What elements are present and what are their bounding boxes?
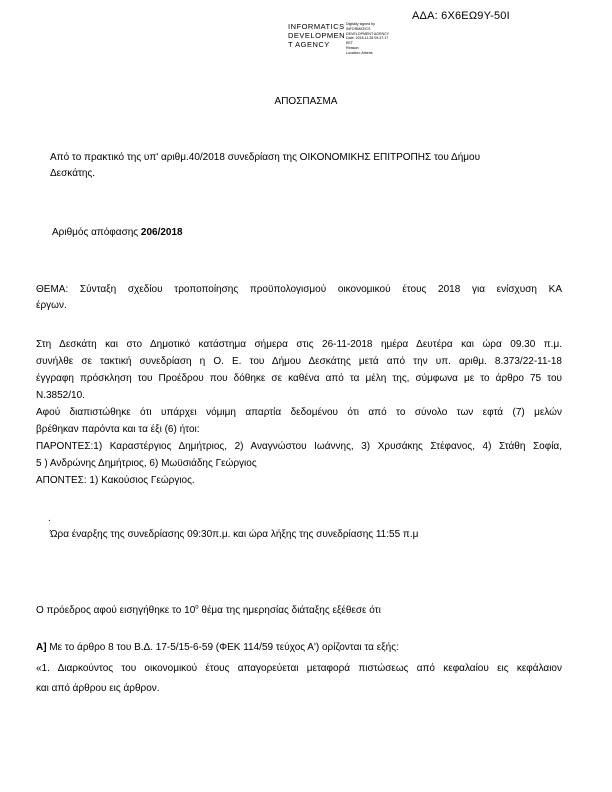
attendees-present-cont: 5 ) Ανδρώνης Δημήτριος, 6) Μωϋσιάδης Γεώργιος: [36, 458, 257, 469]
stamp-detail-line: Date: 2018.11.28 09:37:17: [346, 36, 389, 41]
attendees-absent: ΑΠΟΝΤΕΣ: 1) Κακούσιος Γεώργιος.: [36, 475, 195, 486]
stamp-detail-line: INFORMATICS: [346, 26, 371, 31]
decision-number-line: [52, 225, 562, 241]
body-line: βρέθηκαν παρόντα και τα έξι (6) ήτοι:: [36, 424, 200, 435]
digital-signature-details: [346, 22, 389, 56]
decision-number: 206/2018: [140, 227, 183, 238]
section-a: [36, 640, 562, 697]
intro-paragraph: [50, 150, 560, 182]
stamp-detail-line: Location: Athens: [346, 50, 373, 55]
session-time: Ώρα έναρξης της συνεδρίασης 09:30π.μ. και ώρα λήξης της συνεδρίασης 11:55 π.μ: [50, 529, 419, 540]
dot-mark: .: [48, 513, 51, 524]
intro-line: Δεσκάτης.: [50, 168, 96, 179]
stamp-line: T AGENCY: [288, 40, 330, 49]
body-line: Αφού διαπιστώθηκε ότι υπάρχει νόμιμη απαρτία δεδομένου ότι από το σύνολο των εφτά (7) μελών: [36, 407, 562, 418]
document-title: ΑΠΟΣΠΑΣΜΑ: [274, 96, 338, 107]
digital-signature-stamp: [288, 22, 345, 49]
stamp-line: DEVELOPMEN: [288, 31, 346, 40]
quote-line: «1. Διαρκούντος του οικονομικού έτους απαγορεύεται μεταφορά πιστώσεως από κεφαλαίου εις κεφάλαιον: [36, 663, 562, 674]
section-a-label: Α]: [36, 642, 47, 653]
subject-line: έργων.: [36, 300, 67, 311]
subject-line: ΘΕΜΑ: Σύνταξη σχεδίου τροποποίησης προϋπολογισμού οικονομικού έτους 2018 για ενίσχυση ΚΑ: [36, 284, 562, 295]
attendees-present: ΠΑΡΟΝΤΕΣ:1) Καραστέργιος Δημήτριος, 2) Αναγνώστου Ιωάννης, 3) Χρυσάκης Στέφανος, 4) Στάθη Σοφία,: [36, 441, 562, 452]
stamp-detail-line: EET: [346, 41, 353, 46]
agenda-text-cont: θέμα της ημερησίας διάταξης εξέθεσε ότι: [198, 605, 381, 616]
decision-label: Αριθμός απόφασης: [52, 227, 141, 238]
agenda-superscript: ο: [195, 604, 199, 611]
stamp-line: INFORMATICS: [288, 22, 345, 31]
minutes-body: [36, 336, 562, 489]
subject-paragraph: [36, 282, 562, 314]
agenda-text: Ο πρόεδρος αφού εισηγήθηκε το 10: [36, 605, 196, 616]
body-line: Στη Δεσκάτη και στο Δημοτικό κατάστημα σήμερα στις 26-11-2018 ημέρα Δευτέρα και ώρα 09.30 π.μ.: [36, 339, 562, 350]
quote-line: και από άρθρου εις άρθρον.: [36, 683, 160, 694]
stamp-detail-line: Reason:: [346, 45, 360, 50]
agenda-line: [36, 603, 546, 619]
section-a-heading: [36, 640, 562, 656]
ada-code: ΑΔΑ: 6Χ6ΕΩ9Υ-50Ι: [412, 10, 510, 22]
stamp-detail-line: DEVELOPMENT AGENCY: [346, 31, 390, 36]
body-line: Ν.3852/10.: [36, 390, 85, 401]
body-line: έγγραφη πρόσκληση του Προέδρου που δόθηκε σε καθένα από τα μέλη της, σύμφωνα με το άρθρο 75 του: [36, 373, 562, 384]
stamp-detail-line: Digitally signed by: [346, 22, 375, 26]
body-line: συνήλθε σε τακτική συνεδρίαση η Ο. Ε. του Δήμου Δεσκάτης μετά από την υπ. αριθμ. 8.373/22-11-18: [36, 356, 562, 367]
intro-line: Από το πρακτικό της υπ' αριθμ.40/2018 συνεδρίαση της ΟΙΚΟΝΟΜΙΚΗΣ ΕΠΙΤΡΟΠΗΣ του Δήμου: [50, 152, 481, 163]
section-a-text: Με το άρθρο 8 του Β.Δ. 17-5/15-6-59 (ΦΕΚ 114/59 τεύχος Α') ορίζονται τα εξής:: [46, 642, 399, 653]
